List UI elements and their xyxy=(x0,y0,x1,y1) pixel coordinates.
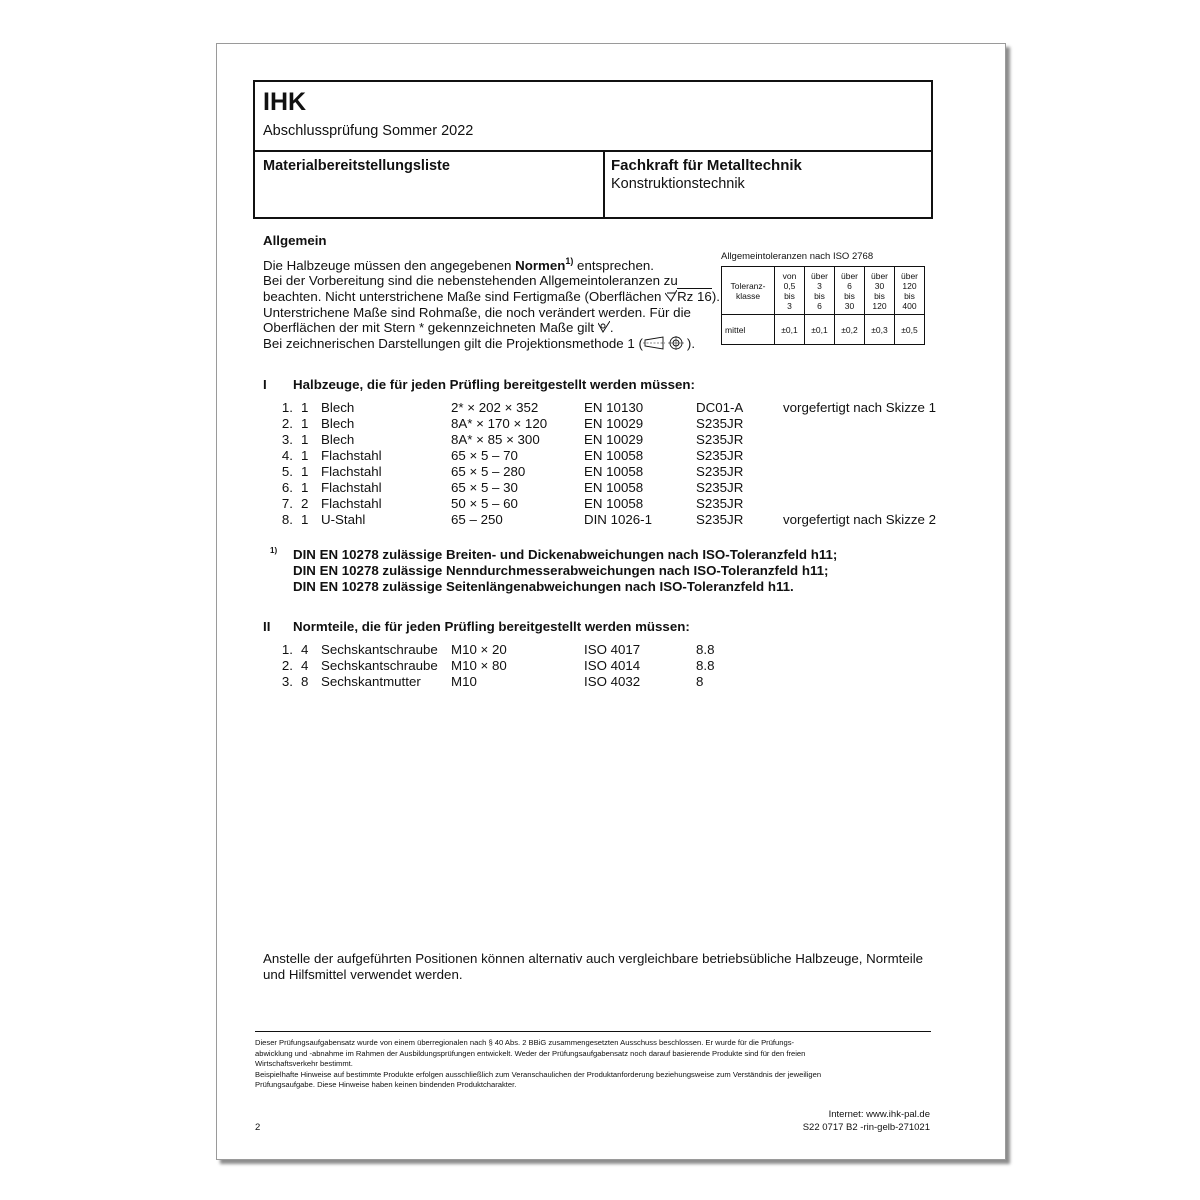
item-qty: 1 xyxy=(301,416,309,431)
document-code: S22 0717 B2 -rin-gelb-271021 xyxy=(802,1122,930,1133)
item-name: Blech xyxy=(321,416,355,431)
item-qty: 1 xyxy=(301,448,309,463)
general-heading: Allgemein xyxy=(263,233,327,248)
tolerance-value: ±0,3 xyxy=(865,315,895,345)
part-pos: 1. xyxy=(281,642,293,657)
item-note xyxy=(783,416,943,432)
item-pos: 1. xyxy=(281,400,293,415)
part-norm: ISO 4014 xyxy=(584,658,641,673)
general-line-4: Unterstrichene Maße sind Rohmaße, die noch verändert werden. Für die xyxy=(263,305,691,320)
part-dim: M10 xyxy=(451,674,477,689)
alternative-note xyxy=(263,951,923,983)
general-line-3-text: beachten. Nicht unterstrichene Maße sind Fertigmaße (Oberflächen xyxy=(263,289,666,304)
part-grade: 8 xyxy=(696,674,704,689)
general-line-1 xyxy=(263,256,654,273)
semi-finished-product-row xyxy=(263,496,943,512)
general-line-6-text: Bei zeichnerischen Darstellungen gilt die Projektionsmethode 1 ( xyxy=(263,336,643,351)
footnote-block xyxy=(293,547,837,595)
item-name: Flachstahl xyxy=(321,448,382,463)
section-1-number: I xyxy=(263,377,267,392)
item-note xyxy=(783,480,943,496)
item-pos: 4. xyxy=(281,448,293,463)
item-name: U-Stahl xyxy=(321,512,366,527)
item-pos: 5. xyxy=(281,464,293,479)
semi-finished-product-row xyxy=(263,464,943,480)
footer-line: abwicklung und -abnahme im Rahmen der Ausbildungsprüfungen entwickelt. Weder der Prüfungsaufgabensatz noch darauf basierende Produkte sind für den freien xyxy=(255,1048,806,1058)
part-name: Sechskantschraube xyxy=(321,642,438,657)
page-number: 2 xyxy=(255,1122,261,1133)
header-divider xyxy=(255,150,931,152)
general-line-6-end: ). xyxy=(686,336,696,351)
item-dim: 65 – 250 xyxy=(451,512,503,527)
general-line-3 xyxy=(263,289,720,304)
tolerance-column-header: von 0,5 bis 3 xyxy=(775,267,805,315)
item-qty: 1 xyxy=(301,512,309,527)
item-dim: 65 × 5 – 30 xyxy=(451,480,518,495)
standard-part-row xyxy=(263,642,783,658)
tolerance-value: ±0,1 xyxy=(805,315,835,345)
norms-footnote-mark: 1) xyxy=(565,256,574,266)
part-norm: ISO 4032 xyxy=(584,674,641,689)
item-dim: 65 × 5 – 280 xyxy=(451,464,526,479)
alternative-note-line: Anstelle der aufgeführten Positionen können alternativ auch vergleichbare betriebsübliche Halbzeuge, Normteile xyxy=(263,951,924,966)
item-material: S235JR xyxy=(696,496,744,511)
item-qty: 1 xyxy=(301,432,309,447)
item-name: Blech xyxy=(321,432,355,447)
general-line-1-end: entsprechen. xyxy=(573,258,654,273)
tolerance-table xyxy=(721,266,925,345)
general-line-5 xyxy=(263,320,614,335)
item-qty: 1 xyxy=(301,464,309,479)
item-dim: 65 × 5 – 70 xyxy=(451,448,518,463)
item-note xyxy=(783,464,943,480)
general-line-6 xyxy=(263,336,695,351)
item-norm: EN 10029 xyxy=(584,432,644,447)
header-box xyxy=(253,80,933,219)
standard-parts-table xyxy=(263,642,783,690)
tolerance-value: ±0,1 xyxy=(775,315,805,345)
header-column-divider xyxy=(603,150,605,217)
standard-part-row xyxy=(263,658,783,674)
footer-line: Beispielhafte Hinweise auf bestimmte Produkte erfolgen ausschließlich zum Veranschaulichen der Produktanforderung beziehungsweise zum Verständnis der jeweiligen xyxy=(255,1069,822,1079)
part-pos: 3. xyxy=(281,674,293,689)
item-note xyxy=(783,496,943,512)
semi-finished-product-row xyxy=(263,480,943,496)
part-grade: 8.8 xyxy=(696,642,715,657)
general-line-2: Bei der Vorbereitung sind die nebenstehenden Allgemeintoleranzen zu xyxy=(263,273,678,288)
item-qty: 1 xyxy=(301,480,309,495)
item-norm: DIN 1026-1 xyxy=(584,512,652,527)
roughness-value: Rz 16 xyxy=(677,289,712,304)
item-note: vorgefertigt nach Skizze 1 xyxy=(783,400,936,415)
part-pos: 2. xyxy=(281,658,293,673)
item-norm: EN 10058 xyxy=(584,496,644,511)
tolerance-value: ±0,5 xyxy=(895,315,925,345)
item-dim: 8A* × 85 × 300 xyxy=(451,432,540,447)
projection-method-icon xyxy=(643,336,687,351)
semi-finished-product-row xyxy=(263,448,943,464)
section-1-heading: Halbzeuge, die für jeden Prüfling bereitgestellt werden müssen: xyxy=(293,377,695,392)
tolerance-class-name: mittel xyxy=(722,315,775,345)
semi-finished-product-row xyxy=(263,416,943,432)
alternative-note-line: und Hilfsmittel verwendet werden. xyxy=(263,967,463,982)
part-name: Sechskantschraube xyxy=(321,658,438,673)
item-material: S235JR xyxy=(696,464,744,479)
footer-disclaimer xyxy=(255,1038,931,1091)
footer-divider xyxy=(255,1031,931,1032)
footnote-line: DIN EN 10278 zulässige Nenndurchmesserabweichungen nach ISO-Toleranzfeld h11; xyxy=(293,563,829,578)
footer-line: Dieser Prüfungsaufgabensatz wurde von einem überregionalen nach § 40 Abs. 2 BBiG zusammengesetzten Ausschuss beschlossen. Er wurde für die Prüfungs- xyxy=(255,1038,795,1047)
part-qty: 8 xyxy=(301,674,309,689)
item-note: vorgefertigt nach Skizze 2 xyxy=(783,512,936,527)
section-2-heading: Normteile, die für jeden Prüfling bereitgestellt werden müssen: xyxy=(293,619,690,634)
item-norm: EN 10029 xyxy=(584,416,644,431)
tolerance-column-header: über 30 bis 120 xyxy=(865,267,895,315)
item-norm: EN 10058 xyxy=(584,448,644,463)
part-qty: 4 xyxy=(301,642,309,657)
exam-title: Abschlussprüfung Sommer 2022 xyxy=(263,123,474,139)
semi-finished-product-row xyxy=(263,432,943,448)
profession-title: Fachkraft für Metalltechnik xyxy=(611,157,802,174)
item-dim: 8A* × 170 × 120 xyxy=(451,416,548,431)
item-norm: EN 10058 xyxy=(584,480,644,495)
tolerance-table-title: Allgemeintoleranzen nach ISO 2768 xyxy=(721,251,874,262)
item-norm: EN 10130 xyxy=(584,400,644,415)
semi-finished-product-row xyxy=(263,512,943,528)
item-material: S235JR xyxy=(696,432,744,447)
item-pos: 8. xyxy=(281,512,293,527)
part-norm: ISO 4017 xyxy=(584,642,641,657)
surface-symbol-icon xyxy=(598,320,610,335)
item-name: Flachstahl xyxy=(321,480,382,495)
tolerance-column-header: über 3 bis 6 xyxy=(805,267,835,315)
item-material: S235JR xyxy=(696,448,744,463)
standard-part-row xyxy=(263,674,783,690)
norms-word: Normen xyxy=(515,258,566,273)
general-line-5-end: . xyxy=(609,320,614,335)
semi-finished-product-row xyxy=(263,400,943,416)
item-note xyxy=(783,432,943,448)
footer-line: Wirtschaftsverkehr bestimmt. xyxy=(255,1059,353,1068)
tolerance-column-header: über 120 bis 400 xyxy=(895,267,925,315)
footnote-line: DIN EN 10278 zulässige Seitenlängenabweichungen nach ISO-Toleranzfeld h11. xyxy=(293,579,794,594)
part-qty: 4 xyxy=(301,658,309,673)
footer-line: Prüfungsaufgabe. Diese Hinweise haben keinen bindenden Produktcharakter. xyxy=(255,1080,517,1089)
item-norm: EN 10058 xyxy=(584,464,644,479)
footnote-line: DIN EN 10278 zulässige Breiten- und Dickenabweichungen nach ISO-Toleranzfeld h11; xyxy=(293,547,838,562)
tolerance-class-header: Toleranz- klasse xyxy=(722,267,775,315)
section-2-number: II xyxy=(263,619,271,634)
footer-reference xyxy=(803,1108,930,1134)
part-dim: M10 × 20 xyxy=(451,642,507,657)
item-material: S235JR xyxy=(696,416,744,431)
document-title: Materialbereitstellungsliste xyxy=(263,158,450,174)
item-pos: 3. xyxy=(281,432,293,447)
item-qty: 2 xyxy=(301,496,309,511)
item-pos: 2. xyxy=(281,416,293,431)
item-pos: 6. xyxy=(281,480,293,495)
item-qty: 1 xyxy=(301,400,309,415)
item-name: Flachstahl xyxy=(321,464,382,479)
surface-roughness-icon xyxy=(665,289,712,304)
footnote-mark: 1) xyxy=(270,546,278,555)
item-material: S235JR xyxy=(696,512,744,527)
part-dim: M10 × 80 xyxy=(451,658,507,673)
org-title: IHK xyxy=(263,88,307,116)
part-name: Sechskantmutter xyxy=(321,674,421,689)
item-name: Blech xyxy=(321,400,355,415)
item-name: Flachstahl xyxy=(321,496,382,511)
semi-finished-products-table xyxy=(263,400,943,528)
item-dim: 50 × 5 – 60 xyxy=(451,496,518,511)
item-material: DC01-A xyxy=(696,400,744,415)
general-line-1-text: Die Halbzeuge müssen den angegebenen xyxy=(263,258,516,273)
item-dim: 2* × 202 × 352 xyxy=(451,400,539,415)
item-material: S235JR xyxy=(696,480,744,495)
specialty-title: Konstruktionstechnik xyxy=(611,176,745,192)
internet-address: Internet: www.ihk-pal.de xyxy=(828,1109,930,1120)
tolerance-value: ±0,2 xyxy=(835,315,865,345)
general-line-3-end: ). xyxy=(711,289,720,304)
item-note xyxy=(783,448,943,464)
part-grade: 8.8 xyxy=(696,658,715,673)
tolerance-column-header: über 6 bis 30 xyxy=(835,267,865,315)
general-line-5-text: Oberflächen der mit Stern * gekennzeichneten Maße gilt xyxy=(263,320,595,335)
item-pos: 7. xyxy=(281,496,293,511)
